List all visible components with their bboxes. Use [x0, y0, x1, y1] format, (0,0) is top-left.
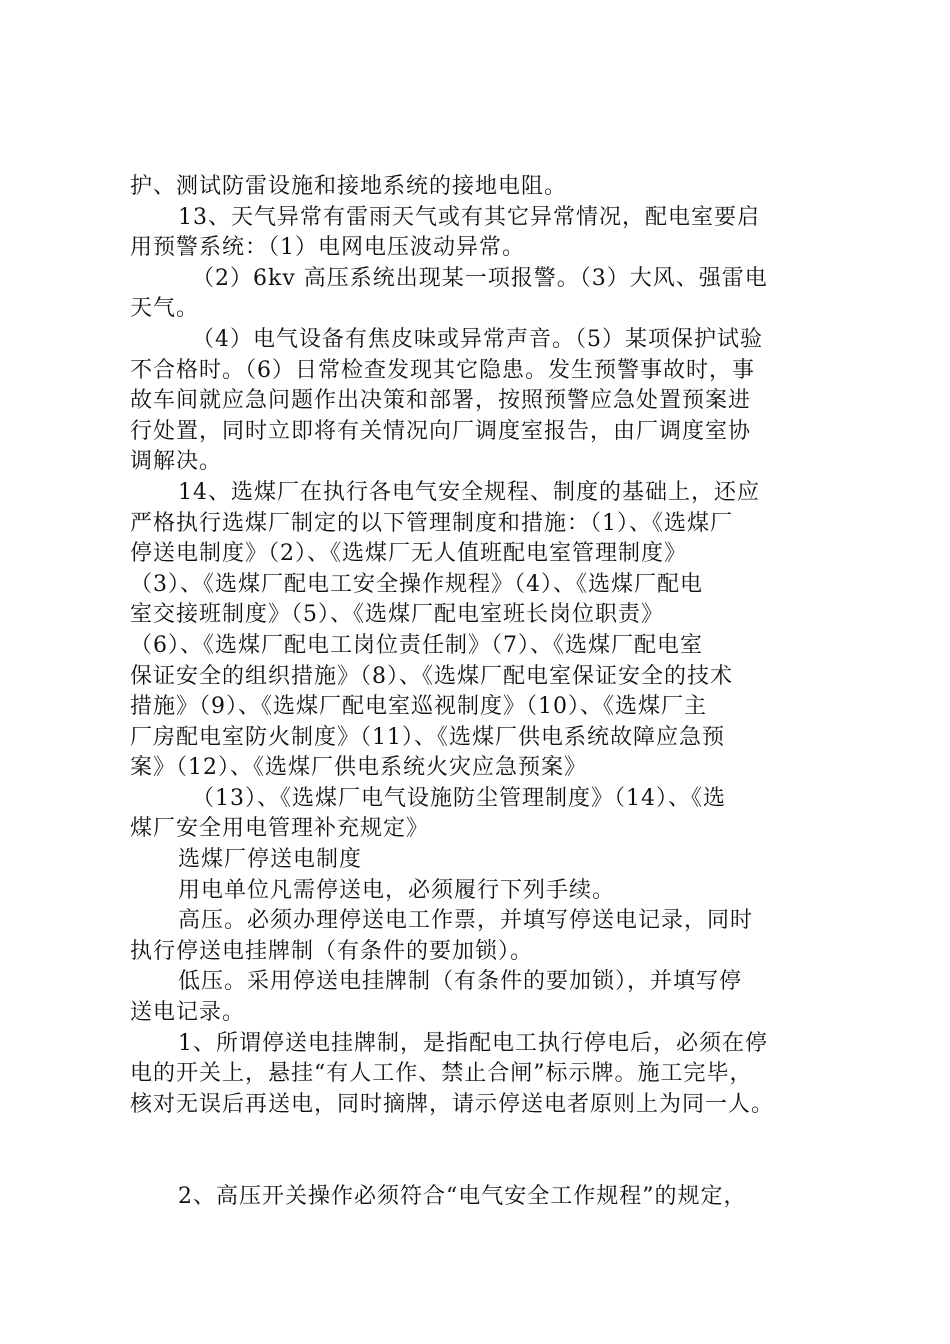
text-line: 室交接班制度》（5）、《选煤厂配电室班长岗位职责》: [130, 602, 664, 628]
text-line: 14、选煤厂在执行各电气安全规程、制度的基础上，还应: [178, 479, 760, 505]
text-line: 高压。必须办理停送电工作票，并填写停送电记录，同时: [178, 908, 754, 934]
text-line: 调解决。: [130, 449, 223, 475]
text-line: 故车间就应急问题作出决策和部署，按照预警应急处置预案进: [130, 388, 752, 414]
text-line: 天气。: [130, 296, 200, 322]
text-line: 不合格时。（6）日常检查发现其它隐患。发生预警事故时，事: [130, 357, 755, 383]
text-line: 停送电制度》（2）、《选煤厂无人值班配电室管理制度》: [130, 541, 687, 567]
text-line: （3）、《选煤厂配电工安全操作规程》（4）、《选煤厂配电: [130, 571, 703, 597]
text-line: （13）、《选煤厂电气设施防尘管理制度》（14）、《选: [192, 785, 726, 811]
text-line: 执行停送电挂牌制（有条件的要加锁）。: [130, 938, 534, 964]
text-line: 低压。采用停送电挂牌制（有条件的要加锁），并填写停: [178, 969, 743, 995]
text-line: 核对无误后再送电，同时摘牌，请示停送电者原则上为同一人。: [130, 1091, 775, 1117]
text-line: 13、天气异常有雷雨天气或有其它异常情况，配电室要启: [178, 204, 760, 230]
text-line: （2）6kv 高压系统出现某一项报警。（3）大风、强雷电: [192, 265, 768, 291]
text-line: 行处置，同时立即将有关情况向厂调度室报告，由厂调度室协: [130, 418, 752, 444]
text-line: 厂房配电室防火制度》（11）、《选煤厂供电系统故障应急预: [130, 724, 725, 750]
text-line: 用电单位凡需停送电，必须履行下列手续。: [178, 877, 616, 903]
text-line: 送电记录。: [130, 1000, 246, 1026]
text-line: 严格执行选煤厂制定的以下管理制度和措施：（1）、《选煤厂: [130, 510, 733, 536]
text-line: （6）、《选煤厂配电工岗位责任制》（7）、《选煤厂配电室: [130, 632, 703, 658]
paragraph-gap: [130, 1120, 830, 1182]
text-line: 用预警系统：（1）电网电压波动异常。: [130, 235, 525, 261]
text-line: 电的开关上，悬挂“有人工作、禁止合闸”标示牌。施工完毕，: [130, 1061, 753, 1087]
text-line: 2、高压开关操作必须符合“电气安全工作规程”的规定，: [178, 1184, 747, 1210]
text-line: 案》（12）、《选煤厂供电系统火灾应急预案》: [130, 755, 587, 781]
text-line: 煤厂安全用电管理补充规定》: [130, 816, 430, 842]
text-line: 措施》（9）、《选煤厂配电室巡视制度》（10）、《选煤厂主: [130, 694, 707, 720]
text-line: （4）电气设备有焦皮味或异常声音。（5）某项保护试验: [192, 326, 763, 352]
text-line: 保证安全的组织措施》（8）、《选煤厂配电室保证安全的技术: [130, 663, 733, 689]
section-heading: 选煤厂停送电制度: [178, 847, 363, 873]
document-body: [130, 172, 830, 1213]
text-line: 护、测试防雷设施和接地系统的接地电阻。: [130, 174, 568, 199]
text-line: 1、所谓停送电挂牌制，是指配电工执行停电后，必须在停: [178, 1030, 768, 1056]
